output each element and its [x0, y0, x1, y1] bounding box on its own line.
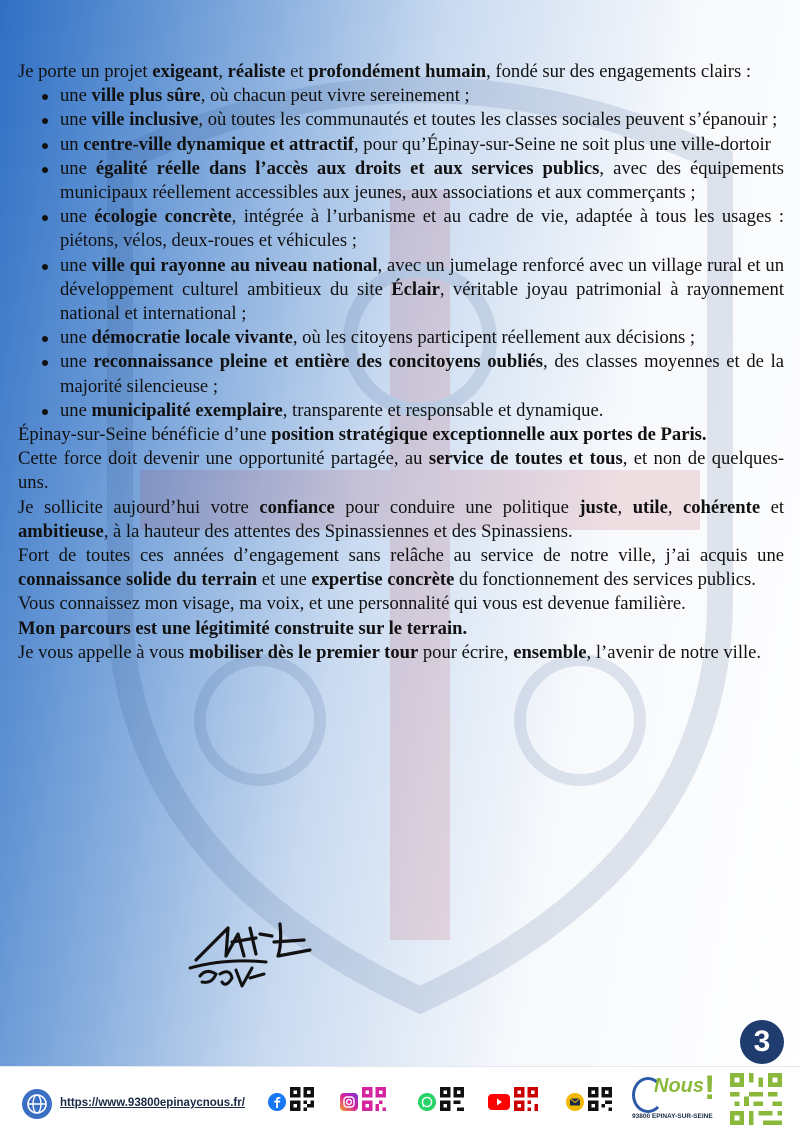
text: , avec un jumelage renforcé avec un village rural et un développement culturel ambitieux du site	[60, 254, 784, 300]
position-paragraph	[18, 423, 784, 447]
text: ,	[218, 61, 228, 82]
text: , où les citoyens participent réellement aux décisions ;	[292, 327, 696, 349]
text: un	[60, 133, 84, 155]
email-qr-code	[588, 1087, 612, 1111]
whatsapp-qr-code	[440, 1087, 464, 1111]
website-qr-code	[730, 1073, 782, 1125]
list-item	[60, 84, 784, 108]
bold-text: Éclair	[391, 278, 440, 300]
list-item	[60, 350, 784, 398]
bold-text: mobiliser dès le premier tour	[188, 641, 419, 663]
handwritten-signature	[186, 898, 356, 998]
brand-word: Nous	[654, 1075, 704, 1097]
nous-brand-logo	[630, 1069, 720, 1129]
bold-text: utile	[632, 496, 668, 518]
list-item	[60, 205, 784, 253]
email-icon[interactable]	[566, 1093, 584, 1111]
text: du fonctionnement des services publics.	[454, 569, 756, 591]
text: ,	[617, 496, 633, 518]
bold-text: écologie concrète	[94, 206, 232, 228]
text: pour conduire une politique	[334, 496, 580, 518]
bold-text: juste	[579, 496, 618, 518]
brand-subtitle: 93800 EPINAY-SUR-SEINE	[632, 1113, 713, 1120]
intro-paragraph	[18, 60, 784, 84]
list-item	[60, 254, 784, 327]
bold-text: profondément humain	[308, 61, 487, 82]
facebook-icon[interactable]	[268, 1093, 286, 1111]
text: , et non de quelques-uns.	[18, 448, 785, 494]
text: , avec des équipements municipaux réellement accessibles aux jeunes, aux associations et aux commerçants ;	[60, 157, 785, 204]
text: , à la hauteur des attentes des Spinassiennes et des Spinassiens.	[103, 520, 573, 542]
text: , pour qu’Épinay-sur-Seine ne soit plus une ville-dortoir	[354, 133, 771, 155]
list-item	[60, 108, 784, 132]
text: , l’avenir de notre ville.	[586, 641, 762, 663]
brand-exclamation: !	[704, 1069, 716, 1107]
bold-text: démocratie locale vivante	[91, 327, 293, 349]
bold-text: municipalité exemplaire	[91, 399, 283, 421]
text: une	[60, 85, 92, 107]
bold-text: confiance	[259, 496, 335, 518]
letter-body	[18, 60, 784, 665]
text: , où chacun peut vivre sereinement ;	[200, 85, 470, 107]
text: Fort de toutes ces années d’engagement sans relâche au service de notre ville, j’ai acquis une	[18, 545, 784, 567]
youtube-icon[interactable]	[488, 1094, 510, 1110]
bold-text: exigeant	[152, 61, 219, 82]
text: , des classes moyennes et de la majorité silencieuse ;	[60, 351, 785, 397]
text: , transparente et responsable et dynamique.	[282, 399, 604, 421]
website-link[interactable]: https://www.93800epinaycnous.fr/	[60, 1097, 245, 1109]
bold-text: cohérente	[682, 496, 761, 518]
text: , véritable joyau patrimonial à rayonnement national et international ;	[60, 278, 784, 325]
bold-text: ville plus sûre	[91, 85, 201, 107]
bold-text: réaliste	[227, 61, 286, 82]
facebook-qr-code	[290, 1087, 314, 1111]
text: une	[60, 206, 95, 228]
force-paragraph	[18, 447, 784, 495]
bold-text: ville inclusive	[91, 109, 199, 131]
parcours-paragraph	[18, 617, 784, 641]
engagement-paragraph	[18, 544, 784, 592]
text: , où toutes les communautés et toutes les classes sociales peuvent s’épanouir ;	[198, 109, 778, 131]
commitments-list	[18, 84, 784, 423]
text: ,	[667, 496, 683, 518]
bold-text: position stratégique exceptionnelle aux portes de Paris.	[271, 424, 707, 446]
text: une	[60, 254, 92, 276]
text: une	[60, 399, 92, 421]
list-item	[60, 326, 784, 350]
text: , fondé sur des engagements clairs :	[486, 61, 751, 82]
text: Je porte un projet	[18, 61, 153, 82]
bold-text: ensemble	[513, 641, 587, 663]
list-item	[60, 157, 784, 205]
text: une	[60, 327, 92, 349]
text: une	[60, 351, 94, 373]
text: Cette force doit devenir une opportunité partagée, au	[18, 448, 429, 470]
page-number-badge: 3	[740, 1020, 784, 1064]
text: une	[60, 157, 96, 179]
bold-text: ville qui rayonne au niveau national	[91, 254, 378, 276]
visage-paragraph: Vous connaissez mon visage, ma voix, et une personnalité qui vous est devenue familière.	[18, 593, 686, 615]
whatsapp-icon[interactable]	[418, 1093, 436, 1111]
list-item	[60, 399, 784, 423]
text: pour écrire,	[418, 641, 514, 663]
text: et une	[257, 569, 312, 591]
list-item	[60, 133, 784, 157]
youtube-qr-code	[514, 1087, 538, 1111]
text: , intégrée à l’urbanisme et au cadre de vie, adaptée à tous les usages : piétons, vélos, deux-roues et véhicules ;	[60, 206, 784, 252]
text: Je vous appelle à vous	[18, 641, 189, 663]
bold-text: reconnaissance pleine et entière des concitoyens oubliés	[93, 351, 544, 373]
bold-text: égalité réelle dans l’accès aux droits et aux services publics	[95, 157, 600, 179]
bold-text: ambitieuse	[18, 520, 104, 542]
text: et	[285, 61, 309, 82]
globe-icon	[22, 1089, 52, 1119]
instagram-icon[interactable]	[340, 1093, 358, 1111]
appel-paragraph	[18, 641, 784, 665]
bold-text: centre-ville dynamique et attractif	[83, 133, 354, 155]
text: et	[760, 496, 785, 518]
footer	[0, 1066, 800, 1133]
text: Épinay-sur-Seine bénéficie d’une	[18, 424, 272, 446]
bold-text: connaissance solide du terrain	[18, 569, 258, 591]
bold-text: Mon parcours est une légitimité construite sur le terrain.	[18, 617, 468, 639]
text: une	[60, 109, 92, 131]
confiance-paragraph	[18, 496, 784, 544]
instagram-qr-code	[362, 1087, 386, 1111]
bold-text: expertise concrète	[311, 569, 455, 591]
text: Je sollicite aujourd’hui votre	[18, 496, 260, 518]
bold-text: service de toutes et tous	[428, 448, 623, 470]
